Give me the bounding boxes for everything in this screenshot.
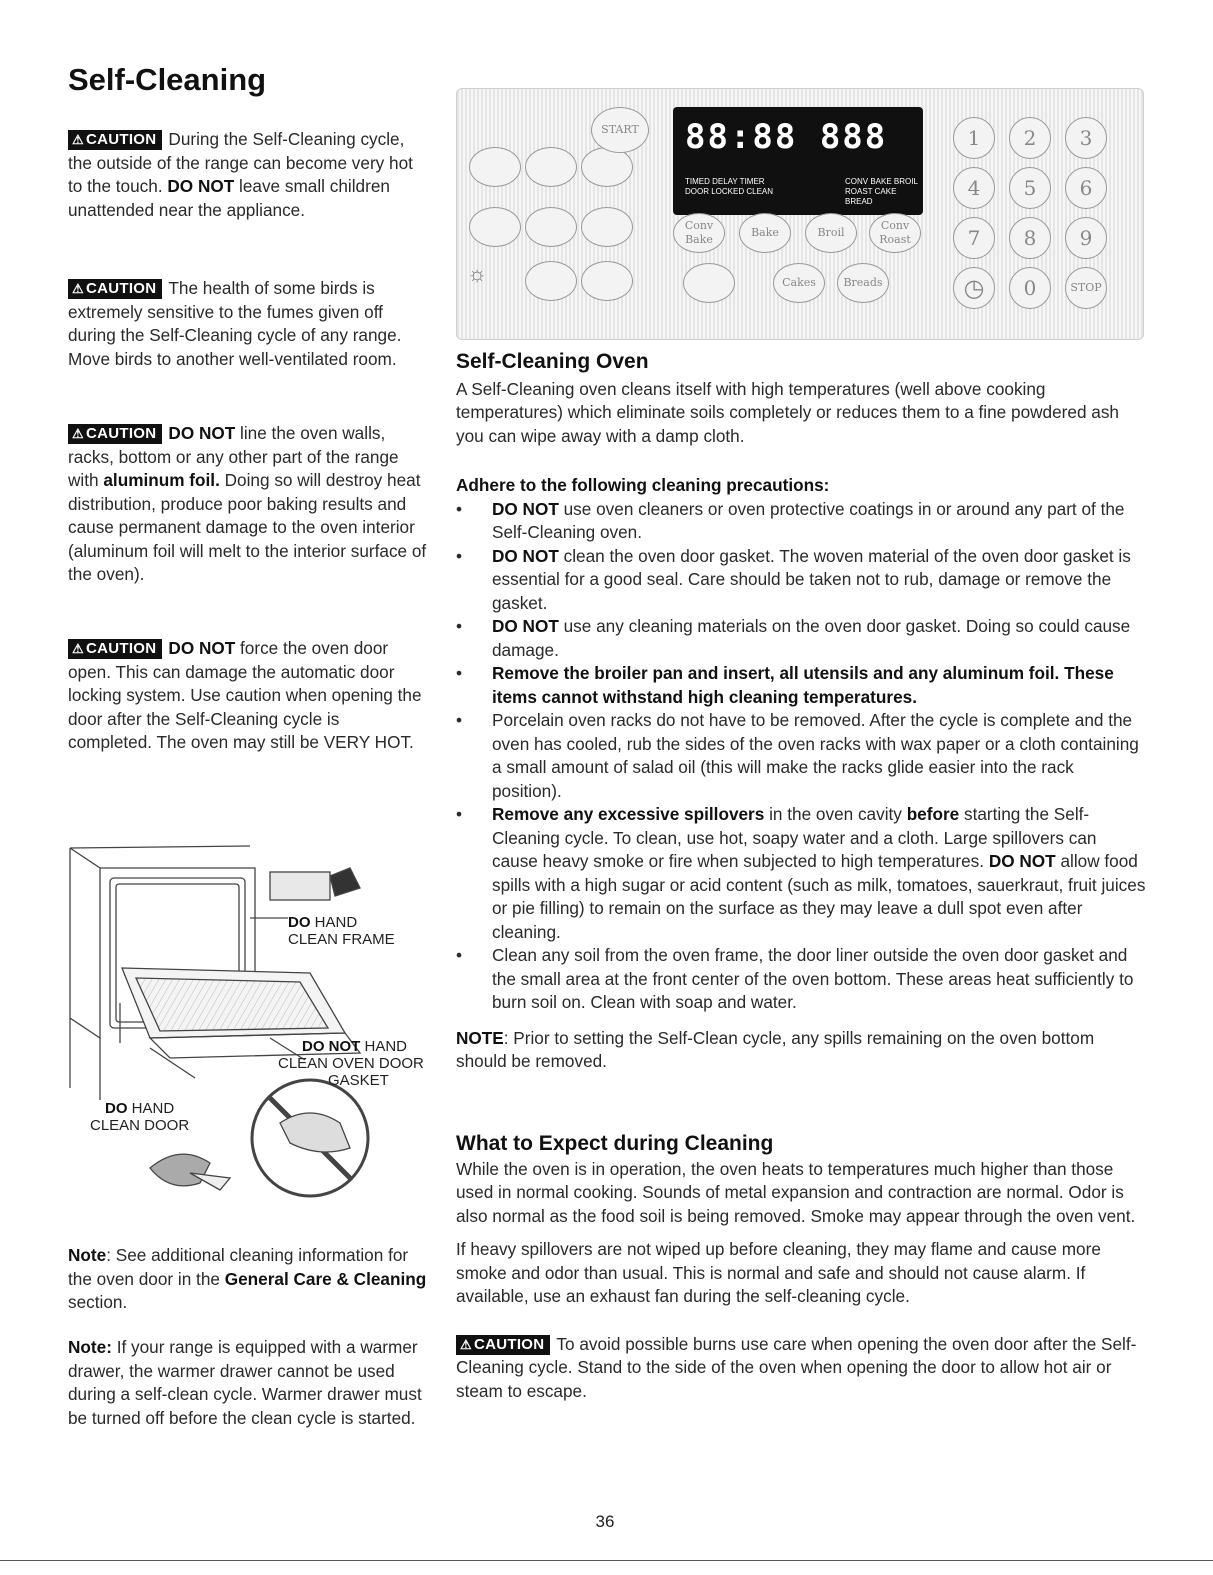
item-text: clean the oven door gasket. The woven material of the oven door gasket is essential for a good seal. Care should be taken not to rub, damage or remove the gasket. [492, 545, 1131, 613]
note-label: NOTE [456, 1027, 504, 1048]
panel-button [683, 263, 735, 303]
caution-label: CAUTION [85, 640, 157, 657]
panel-button [469, 147, 521, 187]
item-text: in the oven cavity [769, 804, 902, 824]
warning-triangle-icon: ⚠ [72, 641, 84, 656]
caution-text: During the Self-Cleaning cycle, the outside of the range can become very hot to the touch. [68, 129, 413, 196]
list-item [456, 662, 1146, 709]
broil-button: Broil [805, 213, 857, 253]
label-text: GASKET [328, 1072, 389, 1089]
indicator-text: TIMED DELAY TIMER [685, 177, 765, 186]
warning-triangle-icon: ⚠ [72, 426, 84, 441]
label-frame [288, 914, 395, 948]
note-text: section. [68, 1292, 128, 1312]
note-text: : Prior to setting the Self-Clean cycle, any spills remaining on the oven bottom should be removed. [456, 1027, 1095, 1071]
panel-button [581, 147, 633, 187]
caution-badge [68, 279, 162, 299]
indicator-text: ROAST CAKE BREAD [845, 187, 897, 206]
keypad-7: 7 [953, 217, 995, 259]
item-text: starting the Self-Cleaning cycle. To clean, use hot, soapy water and a cloth. Large spillovers can cause heavy smoke or fire when subjected to high temperatures. [492, 804, 1097, 871]
page-number: 36 [595, 1512, 615, 1531]
cakes-button: Cakes [773, 263, 825, 303]
caution-text: The health of some birds is extremely sensitive to the fumes given off during the Self-Cleaning cycle of any range. Move birds to another well-ventilated room. [68, 278, 402, 369]
label-text: HAND [131, 1100, 175, 1117]
display-indicators-right [845, 177, 923, 207]
warning-triangle-icon: ⚠ [460, 1336, 472, 1352]
keypad-8: 8 [1009, 217, 1051, 259]
caution-label: CAUTION [85, 131, 157, 148]
caution-text: leave small children unattended near the appliance. [68, 176, 390, 220]
conv-bake-button: Conv Bake [673, 213, 725, 253]
section-heading: Self-Cleaning Oven [456, 350, 649, 373]
self-cleaning-oven-section [456, 350, 1146, 1074]
list-item [456, 498, 1146, 545]
expect-paragraph: While the oven is in operation, the oven heats to temperatures much higher than those used in normal cooking. Sounds of metal expansion and contraction are normal. Odor is also normal as the food soil is being removed. Smoke may appear through the oven vent. [456, 1158, 1136, 1226]
precautions-list [456, 498, 1146, 1015]
label-emphasis: DO [288, 914, 311, 931]
caution-block-burns [456, 1333, 1146, 1404]
keypad-4: 4 [953, 167, 995, 209]
display-digits: 88:88 888 [685, 117, 888, 157]
control-panel-illustration [456, 88, 1144, 340]
item-emphasis: before [906, 804, 960, 824]
caution-block-children [68, 128, 428, 222]
warning-triangle-icon: ⚠ [72, 281, 84, 296]
keypad-3: 3 [1065, 117, 1107, 159]
label-gasket [278, 1038, 424, 1089]
label-text: HAND [364, 1038, 408, 1055]
indicator-text: DOOR LOCKED CLEAN [685, 187, 774, 196]
panel-button [525, 147, 577, 187]
note-emphasis: General Care & Cleaning [224, 1268, 427, 1289]
keypad-0: 0 [1009, 267, 1051, 309]
breads-button: Breads [837, 263, 889, 303]
keypad-9: 9 [1065, 217, 1107, 259]
note-label: Note: [68, 1337, 112, 1357]
note-spills [456, 1027, 1146, 1074]
item-text: use any cleaning materials on the oven door gasket. Doing so could cause damage. [492, 616, 1131, 660]
caution-label: CAUTION [85, 280, 157, 297]
oven-illustration [60, 838, 450, 1218]
clock-icon: ◷ [953, 267, 995, 309]
label-text: CLEAN DOOR [90, 1117, 190, 1134]
caution-badge [68, 639, 162, 659]
caution-text: To avoid possible burns use care when opening the oven door after the Self-Cleaning cycle. Stand to the side of the oven when opening the door to allow hot air or steam to escape. [456, 1333, 1137, 1401]
note-warmer-drawer [68, 1336, 428, 1430]
caution-text: force the oven door open. This can damage the automatic door locking system. Use caution when opening the door after the Self-Cleaning cycle is completed. The oven may still be VERY HOT. [68, 638, 422, 752]
caution-badge [456, 1335, 550, 1355]
keypad-5: 5 [1009, 167, 1051, 209]
item-emphasis: DO NOT [492, 545, 559, 566]
keypad-6: 6 [1065, 167, 1107, 209]
keypad-2: 2 [1009, 117, 1051, 159]
item-text: use oven cleaners or oven protective coatings in or around any part of the Self-Cleaning oven. [492, 498, 1125, 542]
item-text: Porcelain oven racks do not have to be removed. After the cycle is complete and the oven has cooled, rub the sides of the oven racks with wax paper or a cloth containing a small amount of salad oil (this will make the racks glide easier into the rack position). [492, 710, 1139, 801]
panel-button [525, 261, 577, 301]
page-title: Self-Cleaning [68, 62, 267, 97]
item-emphasis: Remove the broiler pan and insert, all utensils and any aluminum foil. These items cannot withstand high cleaning temperatures. [492, 663, 1114, 707]
caution-text: line the oven walls, racks, bottom or any other part of the range with [68, 423, 399, 490]
indicator-text: CONV BAKE BROIL [845, 177, 918, 186]
display-indicators-left [685, 177, 773, 197]
panel-button [581, 261, 633, 301]
expect-paragraph: If heavy spillovers are not wiped up before cleaning, they may flame and cause more smoke and odor than usual. This is normal and safe and should not cause alarm. If available, use an exhaust fan during the self-cleaning cycle. [456, 1239, 1101, 1306]
warning-triangle-icon: ⚠ [72, 132, 84, 147]
caution-emphasis: DO NOT [168, 423, 236, 443]
caution-emphasis: DO NOT [168, 638, 236, 658]
what-to-expect-section [456, 1132, 1146, 1403]
item-text: allow food spills with a high sugar or acid content (such as milk, tomatoes, sauerkraut, fruit juices or pie filling) to remain on the surface as they may leave a dull spot even after cleaning. [492, 851, 1146, 942]
caution-label: CAUTION [85, 425, 157, 442]
panel-button [469, 207, 521, 247]
caution-text: Doing so will destroy heat distribution, produce poor baking results and cause permanent damage to the oven interior (aluminum foil will melt to the interior surface of the oven). [68, 470, 427, 584]
caution-emphasis: aluminum foil. [103, 470, 220, 490]
conv-roast-button: Conv Roast [869, 213, 921, 253]
label-door [90, 1100, 189, 1134]
caution-label: CAUTION [473, 1335, 545, 1353]
section-heading: What to Expect during Cleaning [456, 1132, 774, 1155]
caution-emphasis: DO NOT [167, 176, 235, 196]
note-text: : See additional cleaning information for the oven door in the [68, 1245, 409, 1289]
list-item [456, 709, 1146, 803]
list-item [456, 615, 1146, 662]
note-text: If your range is equipped with a warmer drawer, the warmer drawer cannot be used during a self-clean cycle. Warmer drawer must be turned off before the clean cycle is started. [68, 1337, 422, 1428]
caution-badge [68, 424, 162, 444]
stop-button: STOP [1065, 267, 1107, 309]
caution-badge [68, 130, 162, 150]
label-text: CLEAN FRAME [288, 931, 395, 948]
item-emphasis: Remove any excessive spillovers [492, 804, 765, 824]
note-label: Note [68, 1245, 107, 1265]
footer-rule [0, 1560, 1213, 1561]
panel-display [673, 107, 923, 215]
note-general-care [68, 1244, 428, 1315]
bake-button: Bake [739, 213, 791, 253]
caution-block-door [68, 637, 428, 755]
label-emphasis: DO [105, 1100, 128, 1117]
label-text: CLEAN OVEN DOOR [278, 1055, 424, 1072]
item-emphasis: DO NOT [492, 498, 559, 519]
panel-button [581, 207, 633, 247]
intro-paragraph: A Self-Cleaning oven cleans itself with high temperatures (well above cooking temperatures) which eliminate soils completely or reduces them to a fine powdered ash you can wipe away with a damp cloth. [456, 378, 1119, 446]
start-button: START [591, 107, 649, 153]
caution-block-foil [68, 422, 428, 587]
precautions-heading: Adhere to the following cleaning precautions: [456, 475, 830, 495]
item-text: Clean any soil from the oven frame, the door liner outside the oven door gasket and the small area at the front center of the oven bottom. These areas heat sufficiently to burn soil on. Clean with soap and water. [492, 945, 1134, 1012]
panel-button [525, 207, 577, 247]
list-item [456, 803, 1146, 944]
caution-block-birds [68, 277, 428, 371]
list-item [456, 545, 1146, 616]
light-icon: ☼ [467, 261, 488, 286]
oven-cleaning-diagram [60, 838, 450, 1218]
keypad-1: 1 [953, 117, 995, 159]
item-emphasis: DO NOT [988, 851, 1056, 871]
list-item [456, 944, 1146, 1015]
item-emphasis: DO NOT [492, 616, 559, 636]
label-emphasis: DO NOT [302, 1038, 361, 1055]
label-text: HAND [314, 914, 358, 931]
